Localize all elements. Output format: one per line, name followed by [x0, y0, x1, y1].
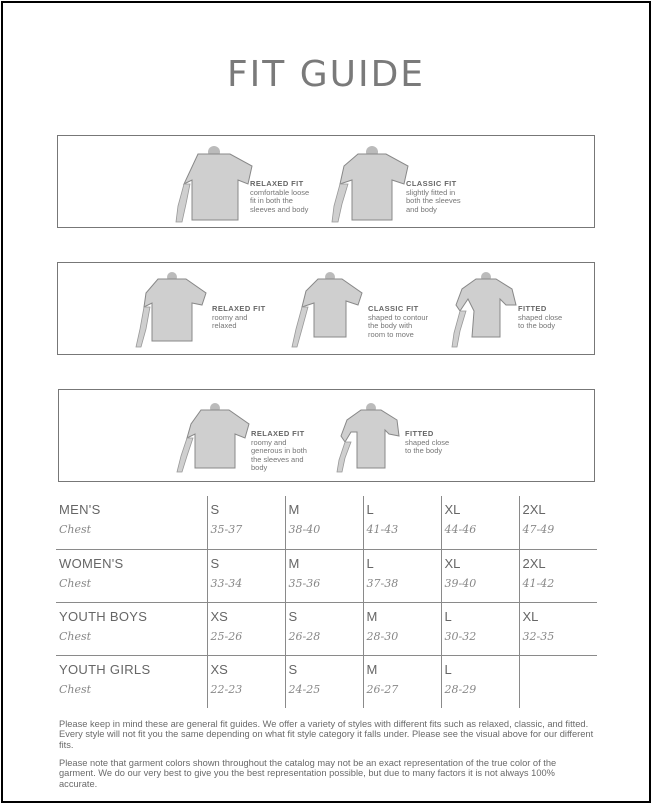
fit-box-youth — [58, 389, 595, 482]
size-label: S — [288, 608, 298, 624]
size-label: 2XL — [522, 555, 546, 571]
size-cell — [441, 602, 519, 655]
relaxed-shirt-icon — [134, 271, 210, 351]
chest-measurement: 38-40 — [288, 523, 321, 536]
chest-measurement: 44-46 — [444, 523, 477, 536]
caption-line: shaped close — [405, 437, 450, 447]
caption-line: both the sleeves — [406, 196, 461, 206]
table-row — [56, 602, 597, 655]
size-table — [56, 496, 597, 708]
caption-relaxed — [251, 430, 307, 473]
size-label: XS — [210, 661, 228, 677]
chest-measurement: 26-28 — [288, 629, 321, 643]
classic-shirt-icon — [328, 144, 410, 224]
relaxed-shirt-icon — [173, 402, 253, 480]
classic-shirt-icon — [290, 271, 366, 351]
caption-line: the sleeves and — [251, 454, 304, 464]
chest-measurement: 41-42 — [522, 576, 555, 590]
caption-relaxed — [212, 305, 266, 331]
category-label: WOMEN'S — [59, 555, 124, 571]
size-label: L — [366, 555, 374, 571]
caption-heading: FITTED — [518, 304, 547, 313]
fit-box-mens — [57, 135, 595, 228]
size-label: XS — [210, 608, 228, 624]
category-cell — [56, 496, 207, 549]
caption-line: relaxed — [212, 321, 237, 331]
fit-box-womens — [57, 262, 595, 355]
size-cell — [207, 496, 285, 549]
size-label: L — [366, 502, 374, 517]
chest-measurement: 28-30 — [366, 629, 399, 643]
caption-line: shaped to contour — [368, 312, 429, 322]
caption-heading: CLASSIC FIT — [406, 179, 457, 188]
chest-measurement: 30-32 — [444, 629, 477, 643]
size-cell — [519, 602, 597, 655]
table-row — [56, 549, 597, 602]
table-row — [56, 496, 597, 549]
chest-measurement: 47-49 — [522, 523, 555, 536]
caption-relaxed — [250, 180, 309, 214]
chest-measurement: 41-43 — [366, 523, 399, 536]
chest-measurement: 22-23 — [210, 682, 243, 696]
caption-heading: RELAXED FIT — [251, 429, 305, 438]
size-cell — [285, 602, 363, 655]
chest-measurement: 37-38 — [366, 576, 399, 590]
relaxed-shirt-icon — [172, 144, 254, 224]
size-label: M — [366, 661, 378, 677]
chest-label: Chest — [59, 682, 92, 696]
size-label: M — [288, 555, 300, 571]
size-label: S — [210, 555, 220, 571]
size-label: L — [444, 608, 452, 624]
fit-note: Please keep in mind these are general fit guides. We offer a variety of styles with different fits such as relaxed, classic, and fitted. Every style will not fit you the same depending on what fit style category it falls under. Please see the visual above for our different fits. — [59, 719, 594, 750]
caption-heading: FITTED — [405, 429, 434, 438]
category-label: MEN'S — [59, 502, 101, 517]
size-cell — [519, 655, 597, 708]
chest-measurement: 33-34 — [210, 576, 243, 590]
size-cell — [207, 602, 285, 655]
caption-line: and body — [406, 204, 437, 214]
chest-label: Chest — [59, 576, 92, 590]
chest-measurement: 35-36 — [288, 576, 321, 590]
caption-line: roomy and — [212, 312, 248, 322]
caption-line: generous in both — [251, 446, 307, 456]
color-note: Please note that garment colors shown throughout the catalog may not be an exact representation of the true color of the garment. We do our very best to give you the best representation possible, but due to many factors it is not always 100% accurate. — [59, 758, 557, 789]
category-label: YOUTH GIRLS — [59, 661, 151, 677]
caption-line: sleeves and body — [250, 204, 309, 214]
caption-line: fit in both the — [250, 196, 293, 206]
chest-label: Chest — [59, 629, 92, 643]
caption-classic — [368, 305, 428, 339]
caption-line: shaped close — [518, 312, 563, 322]
caption-heading: CLASSIC FIT — [368, 304, 419, 313]
size-label: M — [288, 502, 300, 517]
caption-line: the body with — [368, 321, 413, 331]
chest-label: Chest — [59, 523, 92, 536]
caption-fitted — [405, 430, 449, 456]
caption-heading: RELAXED FIT — [250, 179, 304, 188]
caption-fitted — [518, 305, 562, 331]
chest-measurement: 39-40 — [444, 576, 477, 590]
size-cell — [363, 655, 441, 708]
chest-measurement: 32-35 — [522, 629, 555, 643]
size-label: XL — [522, 608, 539, 624]
caption-line: roomy and — [251, 437, 287, 447]
fitted-shirt-icon — [450, 271, 520, 351]
size-label: L — [444, 661, 452, 677]
category-cell — [56, 549, 207, 602]
category-cell — [56, 655, 207, 708]
size-label: 2XL — [522, 502, 546, 517]
caption-line: room to move — [368, 329, 414, 339]
chest-measurement: 26-27 — [366, 682, 399, 696]
size-cell — [207, 655, 285, 708]
caption-line: slightly fitted in — [406, 187, 456, 197]
caption-classic — [406, 180, 461, 214]
size-label: XL — [444, 555, 461, 571]
chest-measurement: 24-25 — [288, 682, 321, 696]
caption-line: comfortable loose — [250, 187, 310, 197]
size-label: S — [210, 502, 220, 517]
size-cell — [519, 549, 597, 602]
category-label: YOUTH BOYS — [59, 608, 148, 624]
size-cell — [207, 549, 285, 602]
size-cell — [441, 549, 519, 602]
fitted-shirt-icon — [335, 402, 405, 480]
caption-line: to the body — [518, 321, 556, 331]
chest-measurement: 28-29 — [444, 682, 477, 696]
category-cell — [56, 602, 207, 655]
size-cell — [363, 549, 441, 602]
caption-line: body — [251, 463, 268, 473]
caption-line: to the body — [405, 446, 443, 456]
size-cell — [441, 655, 519, 708]
size-cell — [363, 602, 441, 655]
page-title: FIT GUIDE — [226, 54, 426, 95]
size-cell — [519, 496, 597, 549]
size-label: S — [288, 661, 298, 677]
caption-heading: RELAXED FIT — [212, 304, 266, 313]
size-cell — [285, 655, 363, 708]
table-row — [56, 655, 597, 708]
size-label: M — [366, 608, 378, 624]
chest-measurement: 25-26 — [210, 629, 243, 643]
size-cell — [441, 496, 519, 549]
size-cell — [285, 496, 363, 549]
size-cell — [285, 549, 363, 602]
chest-measurement: 35-37 — [210, 523, 243, 536]
size-cell — [363, 496, 441, 549]
size-label: XL — [444, 502, 461, 517]
